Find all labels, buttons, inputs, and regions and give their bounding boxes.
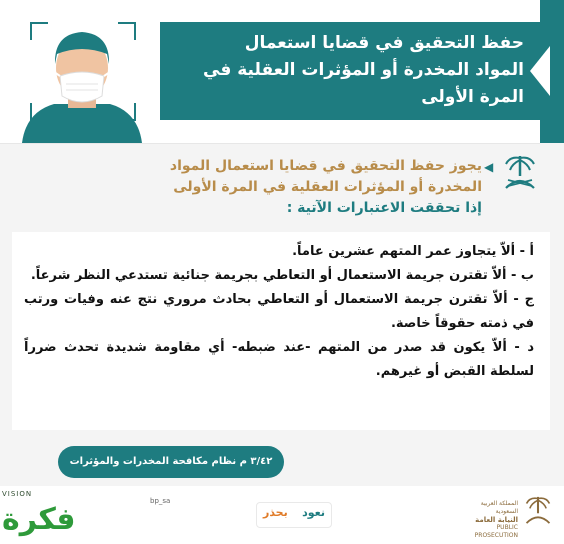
- watermark-word: فكرة: [2, 502, 76, 537]
- reference-pill: ٣/٤٢ م نظام مكافحة المخدرات والمؤثرات: [58, 446, 284, 478]
- header-notch: [530, 46, 550, 96]
- masked-person-icon: [8, 10, 156, 143]
- badge-word-2: بحذر: [263, 506, 288, 519]
- conditions-list: [24, 240, 534, 384]
- palm-swords-emblem-icon: [520, 492, 556, 528]
- header-bar: [0, 0, 564, 143]
- intro-arrow-icon: ◀: [484, 160, 494, 174]
- org-name: [462, 500, 518, 540]
- org-english: PUBLIC PROSECUTION: [474, 524, 518, 539]
- campaign-badge: [256, 502, 332, 528]
- social-handle: bp_sa: [150, 497, 171, 505]
- intro-text: [62, 156, 482, 219]
- intro-line: المخدرة أو المؤثرات العقلية في المرة الأولى: [173, 179, 482, 195]
- watermark-small-text: VISION: [2, 490, 33, 498]
- org-country: المملكة العربية السعودية: [480, 500, 518, 515]
- intro-line: إذا تحققت الاعتبارات الآتية :: [286, 200, 482, 216]
- condition-item: أ - ألاّ يتجاوز عمر المتهم عشرين عاماً.: [292, 244, 534, 259]
- avatar-frame: [8, 10, 156, 143]
- palm-swords-emblem-icon: [498, 150, 542, 194]
- footer: [0, 486, 564, 544]
- org-title: النيابة العامة: [475, 516, 518, 524]
- conditions-box: [12, 232, 550, 430]
- condition-item: د - ألاّ يكون قد صدر من المتهم -عند ضبطه- أي مقاومة شديدة تحدث ضرراً لسلطة القبض أو غيرهم.: [24, 340, 534, 379]
- page-title: حفظ التحقيق في قضايا استعمال المواد المخدرة أو المؤثرات العقلية في المرة الأولى: [203, 33, 524, 107]
- condition-item: ج - ألاّ تقترن جريمة الاستعمال أو التعاطي بحادث مروري نتج عنه وفيات ورتب في ذمته حقوقاً خاصة.: [24, 292, 534, 331]
- badge-word-1: نعود: [302, 506, 325, 519]
- condition-item: ب - ألاّ تقترن جريمة الاستعمال أو التعاطي بجريمة جنائية تستدعي النظر شرعاً.: [30, 268, 534, 283]
- watermark-logo: [0, 488, 170, 544]
- intro-line: يجوز حفظ التحقيق في قضايا استعمال المواد: [169, 158, 482, 174]
